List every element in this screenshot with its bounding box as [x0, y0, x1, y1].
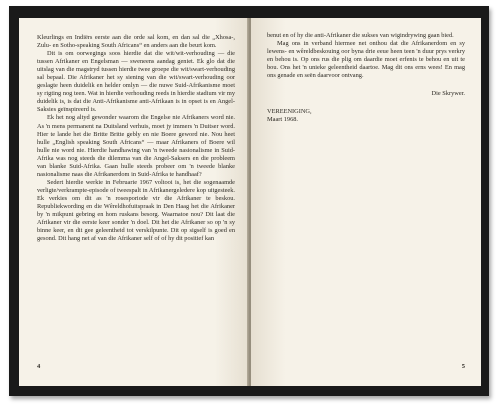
paragraph: benut en of hy die anti-Afrikaner die sukses van wigindrywing gaan bied. — [267, 32, 454, 39]
open-book — [9, 6, 489, 396]
paragraph: Kleurlings en Indiërs eerste aan die orde sal kom, en dan sal die „Xhosa-, Zulu- en Sotho-speaking South Africans“ en anders aan die beurt kom. — [37, 34, 235, 50]
place-date — [267, 108, 465, 124]
paragraph: Mag ons in verband hiermee net onthou dat die Afrikanerdom en sy lewens- en wêreldbeskouing oor byna drie eeue heen teen 'n duur prys verkry en behou is. Op ons rus die plig om daardie moet erfenis te behou en uit te bou. Ons het 'n unieke geleentheid daartoe. Mag dit ons erns wees! En mag ons genade en seën daarvoor ontvang. — [267, 40, 465, 80]
signature: Die Skrywer. — [431, 90, 465, 98]
paragraph: Sedert hierdie werkie in Februarie 1967 voltooi is, het die sogenaamde verligte/verkrampte-episode of tweespalt in Afrikanergeledere kop uitgesteek. Ek verkies om dit as 'n rosesporiode vir die Afrikaner te beskou. Republiekwording en die Wêreldhofuitspraak in Den Haag het die Afrikaner by 'n mikpunt gebring en hom ruskans besorg. Waarnatoe nou? Dit laat die Afrikaner vir die eerste keer sonder 'n doel. Dit het die Afrikaner so op 'n sy binne keer, en dit gee geleentheid tot verskilpunte. Dit op sigself is goed en gesond. Dit hang net af van die Afrikaner self of of hy dit positief kan — [37, 178, 235, 243]
date: Maart 1968. — [267, 116, 299, 124]
paragraph: Dit is om oorwegings soos hierdie dat die wit/wit-verhouding — die tussen Afrikaner en Engelsman — sweneens aandag geniet. Ek glo dat die uitslag van die magstryd tussen hierdie twee groepe die wit/swart-verhouding sal bepaal. Die Afrikaner het sy siening van die wit/swart-verhouding oor geslagte heen duidelik en helder omlyn — die nuwe Suid-Afrikanisme moet sy rigting nog teen. Wat in hierdie verhouding reeds in hierdie stadium vir my duidelik is, is dat die Anti-Afrikanisme anti-Afrikaan is in opset is en Angel-Saksies geïnspireerd is. — [37, 50, 235, 114]
left-page — [19, 18, 249, 386]
right-page-text — [267, 32, 465, 124]
paragraph: Ek het nog altyd gewonder waarom die Engelse nie Afrikaners word nie. As 'n mens permanent na Duitsland verhuis, moet jy immers 'n Duitser word. Hier te lande het die Britte Britte gebly en nie Boere geword nie. Nou heet hulle „English speaking South Africans“ — maar Afrikaners of Boere wil hulle nie word nie. Hierdie handhawing van 'n tweede nasionalisme in Suid-Afrika was nog steeds die dilemma van die Angel-Saksers en die probleem van blanke Suid-Afrika. Gaan hulle steeds probeer om 'n tweede blanke nasionalisme naas die Afrikanerdom in Suid-Afrika te handhaaf? — [37, 114, 235, 178]
place: VEREENIGING, — [267, 108, 312, 116]
left-page-text — [37, 34, 235, 243]
page-number: 4 — [37, 363, 41, 370]
page-number: 5 — [461, 363, 465, 370]
right-page — [251, 18, 481, 386]
